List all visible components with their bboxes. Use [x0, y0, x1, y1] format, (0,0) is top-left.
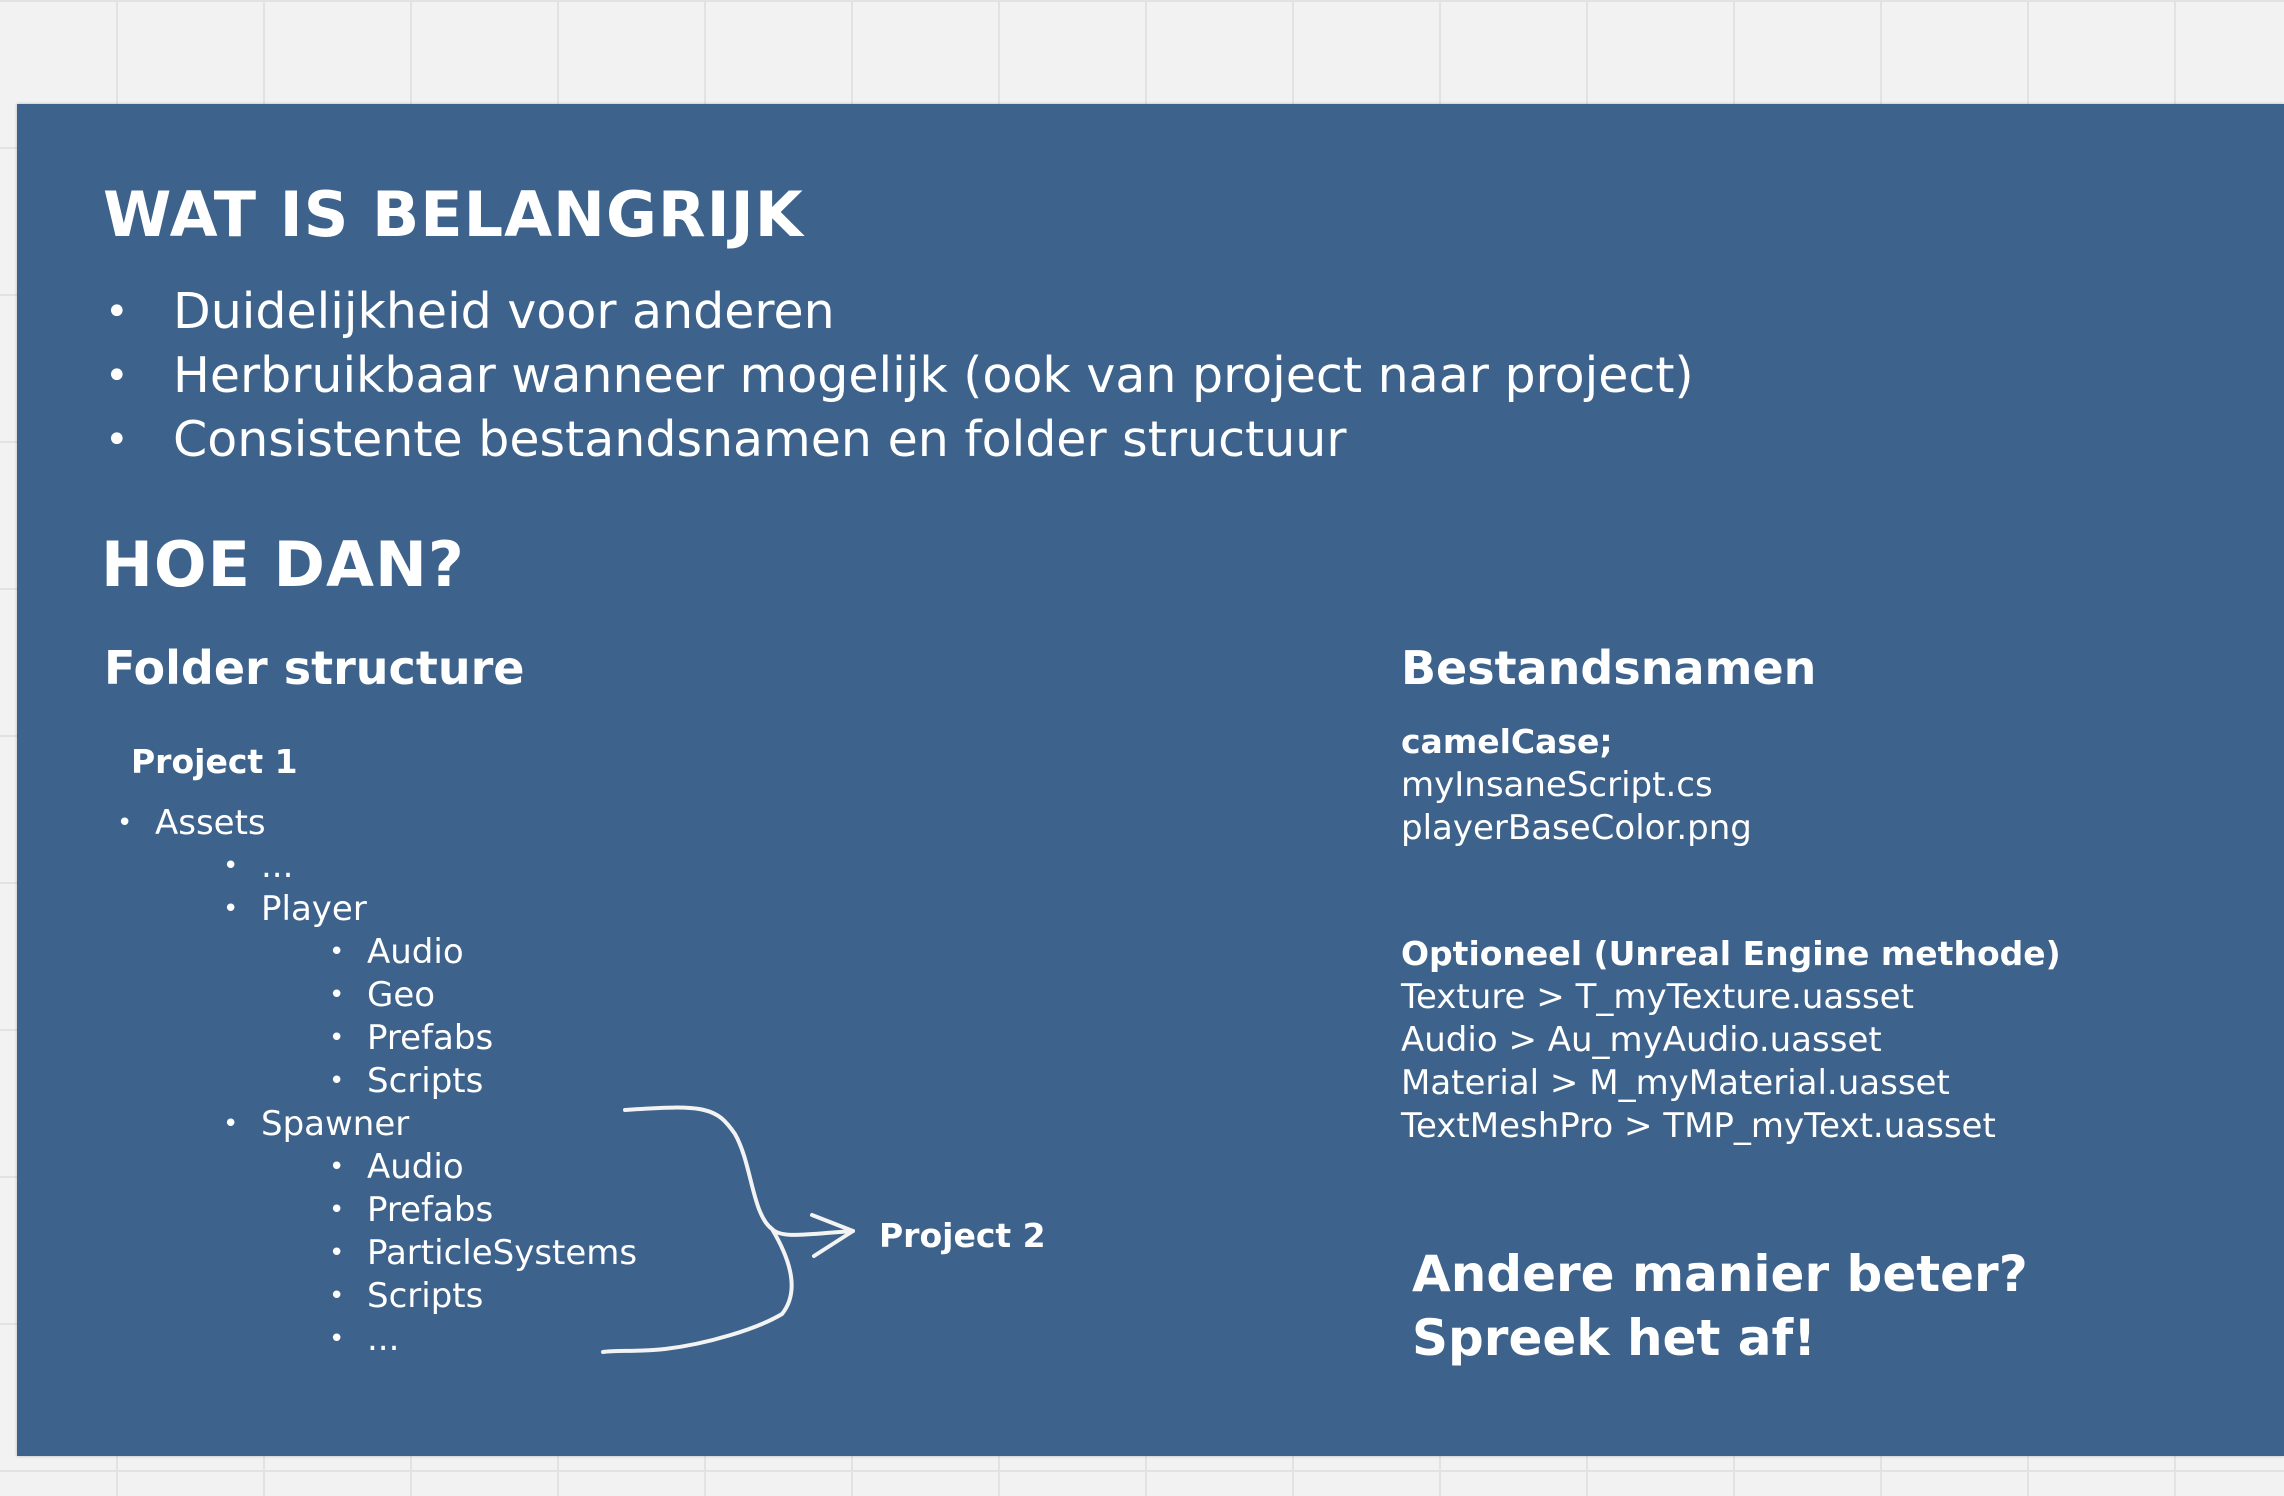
tree-item-label: Scripts — [367, 1276, 484, 1316]
heading-main: WAT IS BELANGRIJK — [103, 178, 804, 251]
tree-item-label: ParticleSystems — [367, 1233, 638, 1273]
tree-item-label: Prefabs — [367, 1018, 494, 1058]
bullet-dot-icon: • — [329, 1324, 345, 1354]
tree-item-label: Spawner — [261, 1104, 410, 1144]
bullet-dot-icon: • — [223, 851, 239, 881]
tree-item-label: Geo — [367, 975, 436, 1015]
tree-item-label: ... — [367, 1319, 400, 1359]
bullet-dot-icon: • — [329, 1152, 345, 1182]
bullet-dot-icon: • — [329, 1023, 345, 1053]
project-1-label: Project 1 — [131, 742, 298, 781]
folder-structure-title: Folder structure — [104, 641, 525, 695]
bullet-dot-icon: • — [223, 894, 239, 924]
optional-example: Texture > T_myTexture.uasset — [1401, 977, 1914, 1017]
bullet-dot-icon: • — [329, 1066, 345, 1096]
bullet-dot-icon: • — [105, 417, 129, 463]
tree-item-label: Prefabs — [367, 1190, 494, 1230]
optional-example: Audio > Au_myAudio.uasset — [1401, 1020, 1882, 1060]
example-filename: playerBaseColor.png — [1401, 808, 1752, 848]
bullet-dot-icon: • — [329, 1238, 345, 1268]
optional-label: Optioneel (Unreal Engine methode) — [1401, 934, 2061, 973]
tree-item-label: Player — [261, 889, 367, 929]
tree-item-label: ... — [261, 846, 294, 886]
tree-item-label: Scripts — [367, 1061, 484, 1101]
naming-title: Bestandsnamen — [1401, 641, 1817, 695]
bullet-dot-icon: • — [105, 289, 129, 335]
bullet-dot-icon: • — [223, 1109, 239, 1139]
bullet-dot-icon: • — [329, 937, 345, 967]
tree-item-label: Assets — [155, 803, 266, 843]
heading-how: HOE DAN? — [101, 528, 465, 601]
closing-line-1: Andere manier beter? — [1412, 1245, 2028, 1303]
main-bullet-item: • Herbruikbaar wanneer mogelijk (ook van project naar project) — [105, 344, 1694, 408]
closing-line-2: Spreek het af! — [1412, 1309, 1817, 1367]
main-bullet-item: • Consistente bestandsnamen en folder structuur — [105, 408, 1694, 472]
convention-label: camelCase; — [1401, 722, 1613, 761]
bullet-dot-icon: • — [105, 353, 129, 399]
slide-card[interactable] — [17, 104, 2284, 1456]
project-2-label: Project 2 — [879, 1216, 1046, 1255]
bullet-dot-icon: • — [329, 1195, 345, 1225]
example-filename: myInsaneScript.cs — [1401, 765, 1713, 805]
bullet-dot-icon: • — [117, 808, 133, 838]
optional-example: Material > M_myMaterial.uasset — [1401, 1063, 1950, 1103]
tree-item-label: Audio — [367, 932, 464, 972]
bullet-dot-icon: • — [329, 980, 345, 1010]
bullet-dot-icon: • — [329, 1281, 345, 1311]
optional-example: TextMeshPro > TMP_myText.uasset — [1401, 1106, 1996, 1146]
main-bullet-item: • Duidelijkheid voor anderen — [105, 280, 1694, 344]
tree-item-label: Audio — [367, 1147, 464, 1187]
